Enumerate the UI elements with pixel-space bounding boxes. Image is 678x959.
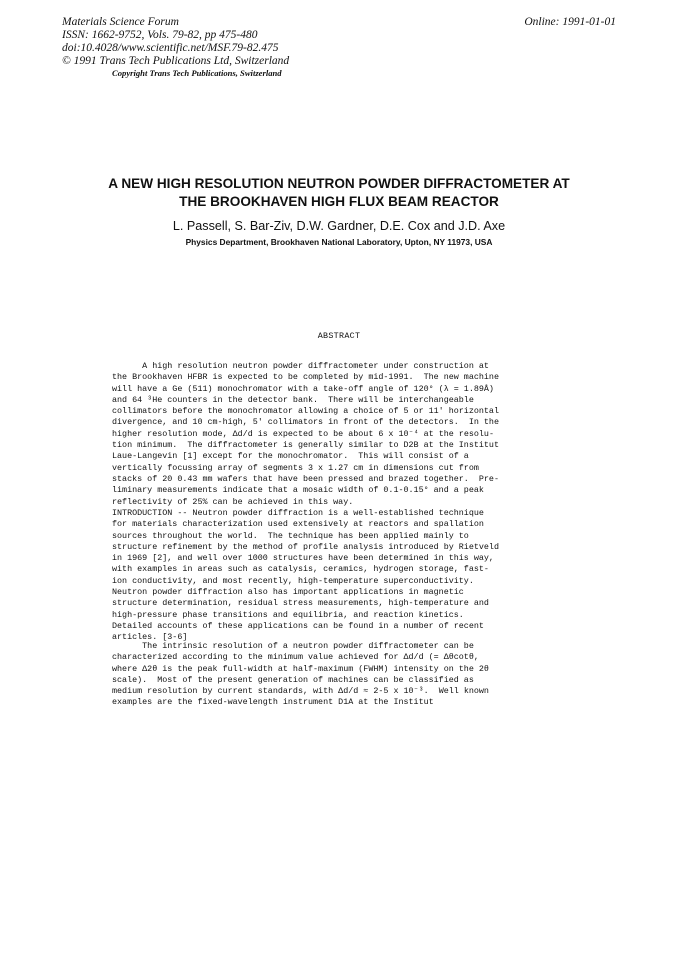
text-line: where Δ2θ is the peak full-width at half-maximum (FWHM) intensity on the 2θ xyxy=(112,663,489,674)
authors: L. Passell, S. Bar-Ziv, D.W. Gardner, D.E. Cox and J.D. Axe xyxy=(172,219,506,233)
text-line: examples are the fixed-wavelength instrument D1A at the Institut xyxy=(112,697,434,708)
journal-name: Materials Science Forum xyxy=(62,16,179,28)
affiliation: Physics Department, Brookhaven National Laboratory, Upton, NY 11973, USA xyxy=(185,237,493,247)
issn-line: ISSN: 1662-9752, Vols. 79-82, pp 475-480 xyxy=(62,29,258,41)
text-line: INTRODUCTION -- Neutron powder diffraction is a well-established technique xyxy=(112,508,484,518)
text-line: collimators before the monochromator allowing a choice of 5 or 11' horizontal xyxy=(112,406,499,417)
online-date: Online: 1991-01-01 xyxy=(524,16,616,28)
text-line: liminary measurements indicate that a mosaic width of 0.1-0.15° and a peak xyxy=(112,485,484,496)
text-line: scale). Most of the present generation of machines can be classified as xyxy=(112,674,474,685)
text-line: characterized according to the minimum value achieved for Δd/d (= Δθcotθ, xyxy=(112,652,479,663)
text-line: structure refinement by the method of profile analysis introduced by Rietveld xyxy=(112,541,499,552)
text-line: The intrinsic resolution of a neutron powder diffractometer can be xyxy=(112,641,474,651)
text-line: vertically focussing array of segments 3 x 1.27 cm in dimensions cut from xyxy=(112,462,479,473)
text-line: and 64 ³He counters in the detector bank. There will be interchangeable xyxy=(112,394,474,405)
text-line: for materials characterization used extensively at reactors and spallation xyxy=(112,519,484,530)
text-line: medium resolution by current standards, with Δd/d ≈ 2-5 x 10⁻³. Well known xyxy=(112,686,489,697)
introduction-body xyxy=(112,508,542,644)
text-line: higher resolution mode, Δd/d is expected to be about 6 x 10⁻⁴ at the resolu- xyxy=(112,428,494,439)
text-line: Neutron powder diffraction also has important applications in magnetic xyxy=(112,587,464,598)
text-line: Detailed accounts of these applications can be found in a number of recent xyxy=(112,620,484,631)
text-line: in 1969 [2], and well over 1000 structures have been determined in this way, xyxy=(112,553,494,564)
text-line: A high resolution neutron powder diffractometer under construction at xyxy=(112,361,489,371)
abstract-heading: ABSTRACT xyxy=(317,331,361,341)
resolution-paragraph xyxy=(112,641,542,709)
copyright-stamp: Copyright Trans Tech Publications, Switzerland xyxy=(112,68,282,78)
text-line: tion minimum. The diffractometer is generally similar to D2B at the Institut xyxy=(112,440,499,451)
text-line: Laue-Langevin [1] except for the monochromator. This will consist of a xyxy=(112,451,469,462)
text-line: sources throughout the world. The technique has been applied mainly to xyxy=(112,530,469,541)
text-line: with examples in areas such as catalysis, ceramics, hydrogen storage, fast- xyxy=(112,564,489,575)
doi-line: doi:10.4028/www.scientific.net/MSF.79-82.475 xyxy=(62,42,279,54)
abstract-body xyxy=(112,361,542,508)
paper-title xyxy=(0,175,678,211)
text-line: high-pressure phase transitions and equilibria, and reaction kinetics. xyxy=(112,609,464,620)
text-line: divergence, and 10 cm-high, 5' collimators in front of the detectors. In the xyxy=(112,417,499,428)
copyright-line: © 1991 Trans Tech Publications Ltd, Switzerland xyxy=(62,55,290,67)
text-line: ion conductivity, and most recently, high-temperature superconductivity. xyxy=(112,575,474,586)
text-line: articles. [3-6] xyxy=(112,632,188,643)
text-line: the Brookhaven HFBR is expected to be completed by mid-1991. The new machine xyxy=(112,372,499,383)
text-line: stacks of 20 0.43 mm wafers that have been pressed and brazed together. Pre- xyxy=(112,473,499,484)
text-line: will have a Ge (511) monochromator with a take-off angle of 120° (λ = 1.89Å) xyxy=(112,383,494,394)
title-line: THE BROOKHAVEN HIGH FLUX BEAM REACTOR xyxy=(179,194,499,209)
title-line: A NEW HIGH RESOLUTION NEUTRON POWDER DIFFRACTOMETER AT xyxy=(108,176,570,191)
text-line: structure determination, residual stress measurements, high-temperature and xyxy=(112,598,489,609)
text-line: reflectivity of 25% can be achieved in this way. xyxy=(112,496,354,507)
